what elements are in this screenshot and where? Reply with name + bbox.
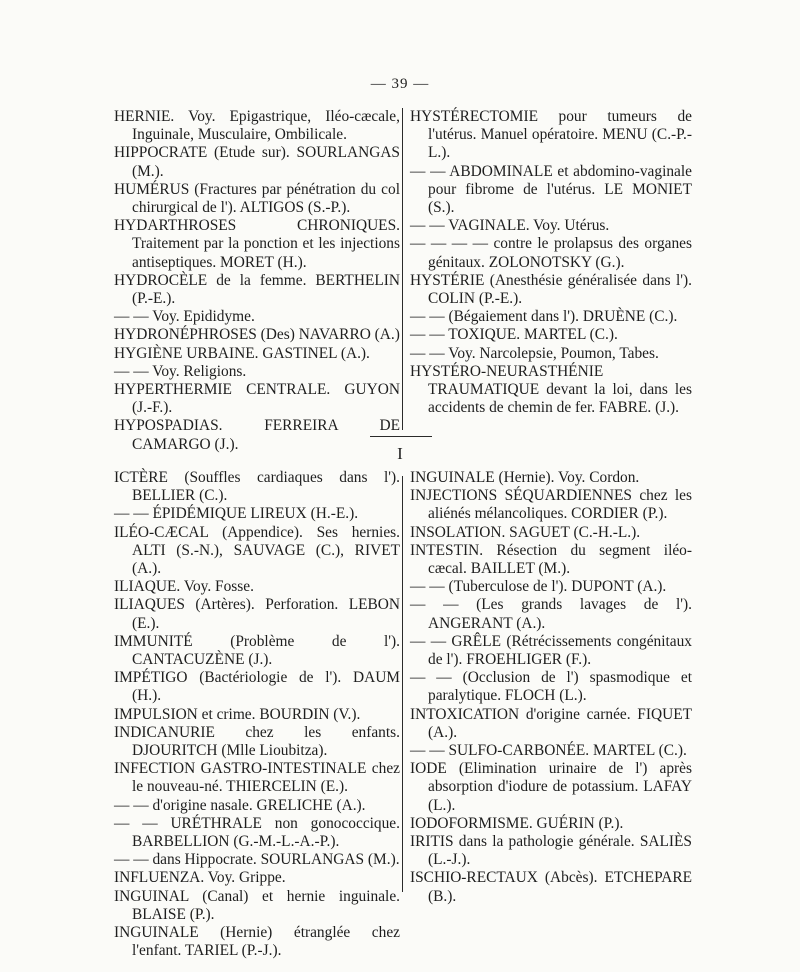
index-entry: IRITIS dans la pathologie générale. SALIÈS (L.-J.). [410,833,692,869]
index-entry: — — (Tuberculose de l'). DUPONT (A.). [410,578,667,596]
index-entry: HIPPOCRATE (Etude sur). SOURLANGAS (M.). [114,144,400,180]
index-entry: HYPERTHERMIE CENTRALE. GUYON (J.-F.). [114,381,400,417]
column-bottom-left [114,469,400,960]
column-top-right [410,108,692,417]
index-entry: IODOFORMISME. GUÉRIN (P.). [410,814,624,832]
section-rule [370,436,432,437]
index-entry: — — — — contre le prolapsus des organes génitaux. ZOLONOTSKY (G.). [410,235,692,271]
index-entry: — — ABDOMINALE et abdomino-vaginale pour fibrome de l'utérus. LE MONIET (S.). [410,162,692,217]
index-entry: INTOXICATION d'origine carnée. FIQUET (A.). [410,705,692,741]
column-divider-top [402,108,403,430]
index-entry: INFLUENZA. Voy. Grippe. [114,869,286,887]
index-entry: — — Voy. Epididyme. [114,308,255,326]
index-entry: — — (Bégaiement dans l'). DRUÈNE (C.). [410,308,678,326]
index-entry: — — (Les grands lavages de l'). ANGERANT (A.). [410,596,692,632]
index-entry: — — dans Hippocrate. SOURLANGAS (M.). [114,851,400,869]
index-entry: HYSTÉRECTOMIE pour tumeurs de l'utérus. Manuel opératoire. MENU (C.-P.-L.). [410,108,692,162]
index-entry: HYGIÈNE URBAINE. GASTINEL (A.). [114,344,370,362]
index-entry: — — TOXIQUE. MARTEL (C.). [410,326,618,344]
index-entry: INSOLATION. SAGUET (C.-H.-L.). [410,523,641,541]
index-entry: INGUINALE (Hernie). Voy. Cordon. [410,469,640,486]
index-entry: INGUINALE (Hernie) étranglée chez l'enfant. TARIEL (P.-J.). [114,924,400,960]
index-entry: — — ÉPIDÉMIQUE LIREUX (H.-E.). [114,505,359,523]
index-entry: IMMUNITÉ (Problème de l'). CANTACUZÈNE (J.). [114,632,400,669]
page-number: — 39 — [370,76,430,92]
index-entry: — — (Occlusion de l') spasmodique et paralytique. FLOCH (L.). [410,669,692,705]
index-entry: HYDROCÈLE de la femme. BERTHELIN (P.-E.). [114,271,400,308]
index-entry: INTESTIN. Résection du segment iléo-cæcal. BAILLET (M.). [410,541,692,578]
index-entry: ISCHIO-RECTAUX (Abcès). ETCHEPARE (B.). [410,869,692,905]
index-entry: — — d'origine nasale. GRELICHE (A.). [114,796,366,814]
column-bottom-right [410,469,692,906]
index-entry: HUMÉRUS (Fractures par pénétration du col chirurgical de l'). ALTIGOS (S.-P.). [114,180,400,217]
index-entry: HYSTÉRO-NEURASTHÉNIE TRAUMATIQUE devant la loi, dans les accidents de chemin de fer. FABRE. (J.). [410,362,692,417]
index-entry: — — GRÊLE (Rétrécissements congénitaux de l'). FROEHLIGER (F.). [410,632,692,669]
index-entry: — — Voy. Narcolepsie, Poumon, Tabes. [410,344,659,362]
section-letter: I [397,444,403,463]
index-entry: ILIAQUE. Voy. Fosse. [114,578,254,596]
index-entry: IODE (Elimination urinaire de l') après absorption d'iodure de potassium. LAFAY (L.). [410,760,692,814]
index-entry: INJECTIONS SÉQUARDIENNES chez les aliénés mélancoliques. CORDIER (P.). [410,487,692,523]
index-entry: HYDARTHROSES CHRONIQUES. Traitement par la ponction et les injections antiseptiques. MORET (H.). [114,217,400,271]
index-entry: INFECTION GASTRO-INTESTINALE chez le nouveau-né. THIERCELIN (E.). [114,760,400,796]
index-entry: HERNIE. Voy. Epigastrique, Iléo-cæcale, Inguinale, Musculaire, Ombilicale. [114,108,400,144]
index-entry: HYPOSPADIAS. FERREIRA DE CAMARGO (J.). [114,417,400,453]
index-entry: ILÉO-CÆCAL (Appendice). Ses hernies. ALTI (S.-N.), SAUVAGE (C.), RIVET (A.). [114,523,400,578]
index-entry: — — Voy. Religions. [114,362,247,380]
column-top-left [114,108,400,454]
index-entry: INDICANURIE chez les enfants. DJOURITCH (Mlle Lioubitza). [114,723,400,760]
index-entry: HYDRONÉPHROSES (Des) NAVARRO (A.) [114,326,400,344]
index-entry: INGUINAL (Canal) et hernie inguinale. BLAISE (P.). [114,887,400,923]
column-divider-bottom [402,476,403,892]
index-entry: ICTÈRE (Souffles cardiaques dans l'). BELLIER (C.). [114,469,400,505]
index-entry: HYSTÉRIE (Anesthésie généralisée dans l'). COLIN (P.-E.). [410,271,692,308]
index-entry: ILIAQUES (Artères). Perforation. LEBON (E.). [114,596,400,632]
index-entry: — — SULFO-CARBONÉE. MARTEL (C.). [410,742,687,760]
index-entry: IMPÉTIGO (Bactériologie de l'). DAUM (H.). [114,669,400,705]
index-entry: — — VAGINALE. Voy. Utérus. [410,217,610,235]
index-entry: — — URÉTHRALE non gonococcique. BARBELLION (G.-M.-L.-A.-P.). [114,814,400,851]
index-entry: IMPULSION et crime. BOURDIN (V.). [114,705,361,723]
